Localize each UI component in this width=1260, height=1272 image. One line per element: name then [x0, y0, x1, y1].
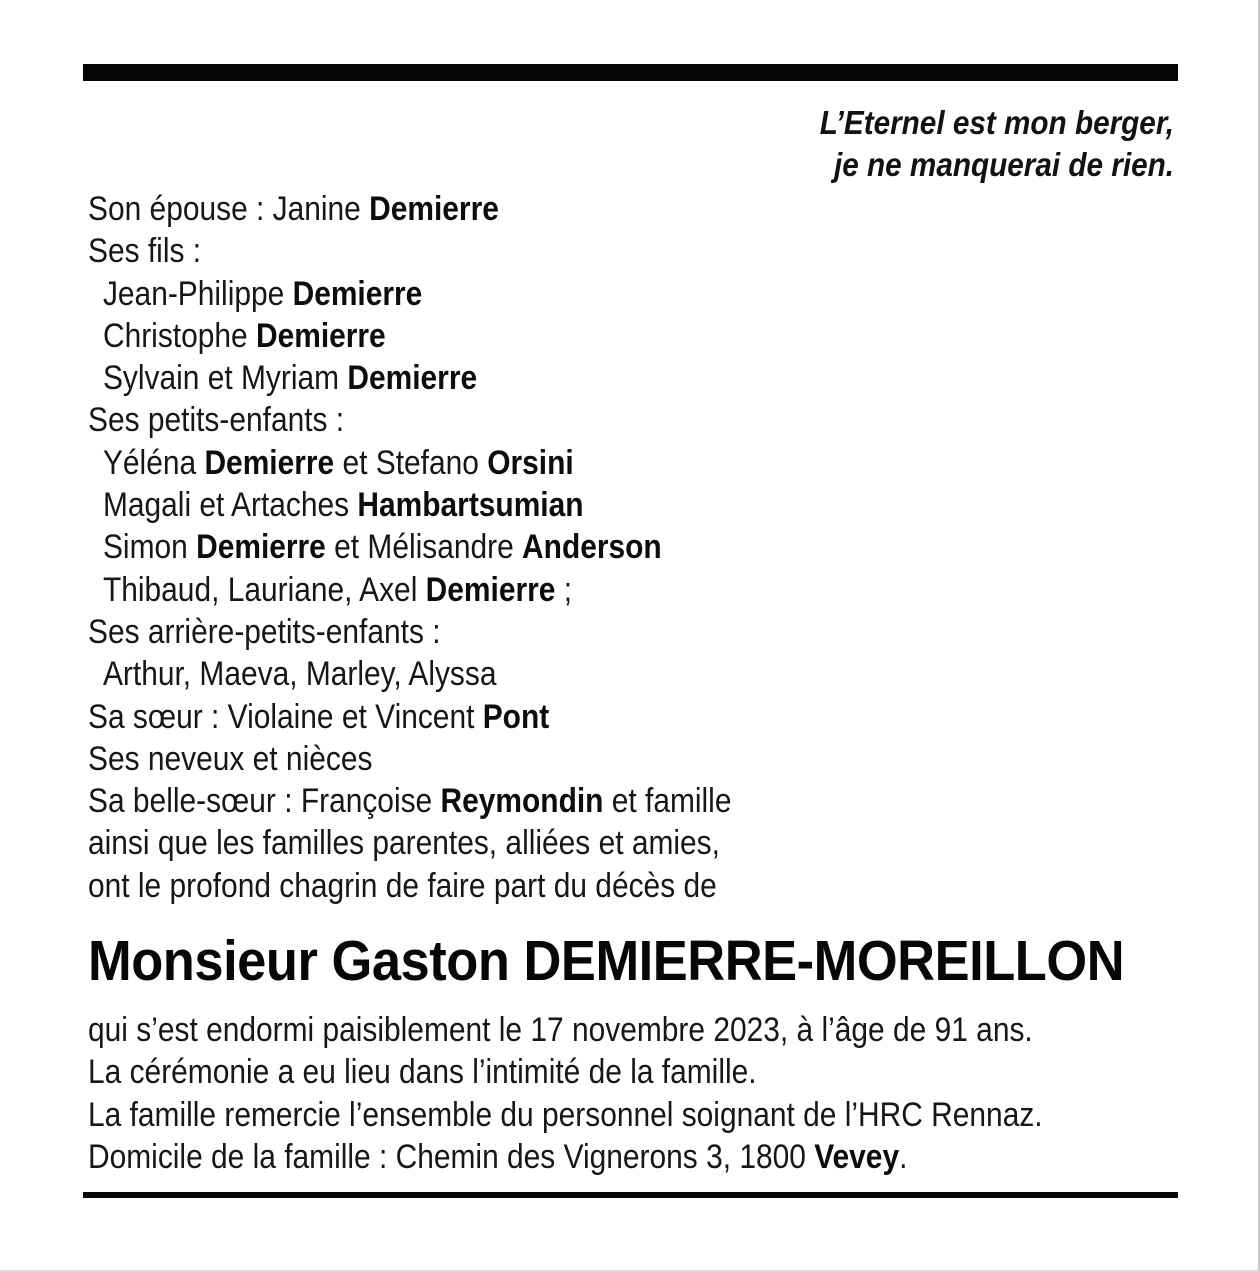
text-line	[88, 569, 1118, 611]
epigraph-line-1: L’Eternel est mon berger,	[819, 104, 1174, 141]
surname-bold: Pont	[482, 697, 550, 736]
surname-bold: Hambartsumian	[357, 486, 584, 525]
text-line	[88, 1094, 1118, 1136]
text-line	[88, 188, 1118, 230]
text-line	[88, 696, 1118, 738]
text-segment: et famille	[603, 782, 732, 821]
surname-bold: Demierre	[204, 443, 335, 482]
text-line	[88, 399, 1118, 441]
text-line	[88, 357, 1118, 399]
top-rule	[83, 64, 1178, 81]
epigraph-line-2: je ne manquerai de rien.	[833, 146, 1174, 183]
surname-bold: Demierre	[369, 190, 499, 228]
text-line	[88, 230, 1118, 272]
text-line	[88, 273, 1118, 315]
surname-bold: Demierre	[425, 570, 556, 609]
text-line	[88, 484, 1118, 526]
family-list	[88, 188, 1118, 907]
text-line	[88, 653, 1118, 695]
text-segment: La cérémonie a eu lieu dans l’intimité de la famille.	[88, 1053, 757, 1092]
text-segment: Sa belle-sœur : Françoise	[88, 782, 441, 821]
text-segment: ont le profond chagrin de faire part du décès de	[88, 866, 717, 905]
text-line	[88, 1009, 1118, 1051]
text-line	[88, 1136, 1118, 1178]
text-segment: Ses arrière-petits-enfants :	[88, 612, 441, 651]
surname-bold: Reymondin	[440, 782, 604, 821]
text-segment: Christophe	[102, 316, 256, 355]
surname-bold: Vevey	[814, 1137, 900, 1176]
text-segment: et Mélisandre	[325, 528, 523, 567]
text-segment: Ses fils :	[88, 232, 202, 271]
text-segment: Jean-Philippe	[102, 274, 293, 313]
text-segment: Yéléna	[102, 443, 205, 482]
closing-lines	[88, 1009, 1118, 1178]
text-line	[88, 1051, 1118, 1093]
text-segment: Sa sœur : Violaine et Vincent	[88, 697, 483, 736]
text-segment: La famille remercie l’ensemble du personnel soignant de l’HRC Rennaz.	[88, 1095, 1043, 1134]
text-segment: Domicile de la famille : Chemin des Vignerons 3, 1800	[88, 1137, 815, 1176]
text-line	[88, 315, 1118, 357]
surname-bold: Demierre	[255, 316, 386, 355]
text-segment: Simon	[102, 528, 197, 567]
surname-bold: Demierre	[292, 274, 423, 313]
deceased-name-title: Monsieur Gaston DEMIERRE-MOREILLON	[88, 929, 1125, 994]
surname-bold: Demierre	[196, 528, 326, 567]
text-line	[88, 780, 1118, 822]
text-segment: ainsi que les familles parentes, alliées et amies,	[88, 824, 720, 863]
text-line	[88, 526, 1118, 568]
surname-bold: Orsini	[487, 443, 574, 482]
surname-bold: Anderson	[522, 528, 662, 567]
text-line	[88, 442, 1118, 484]
text-line	[88, 611, 1118, 653]
text-segment: .	[899, 1137, 908, 1176]
text-segment: et Stefano	[334, 443, 488, 482]
text-segment: Arthur, Maeva, Marley, Alyssa	[102, 655, 497, 694]
text-segment: ;	[555, 570, 573, 609]
text-segment: Magali et Artaches	[102, 486, 358, 525]
bottom-rule	[83, 1192, 1178, 1198]
text-segment: qui s’est endormi paisiblement le 17 novembre 2023, à l’âge de 91 ans.	[88, 1011, 1033, 1050]
text-segment: Sylvain et Myriam	[102, 359, 348, 398]
text-line	[88, 822, 1118, 864]
surname-bold: Demierre	[347, 359, 478, 398]
text-segment: Ses petits-enfants :	[88, 401, 345, 440]
text-segment: Son épouse : Janine	[88, 190, 370, 228]
text-line	[88, 738, 1118, 780]
text-line	[88, 865, 1118, 907]
epigraph	[117, 102, 1174, 186]
text-segment: Ses neveux et nièces	[88, 739, 373, 778]
text-segment: Thibaud, Lauriane, Axel	[102, 570, 426, 609]
